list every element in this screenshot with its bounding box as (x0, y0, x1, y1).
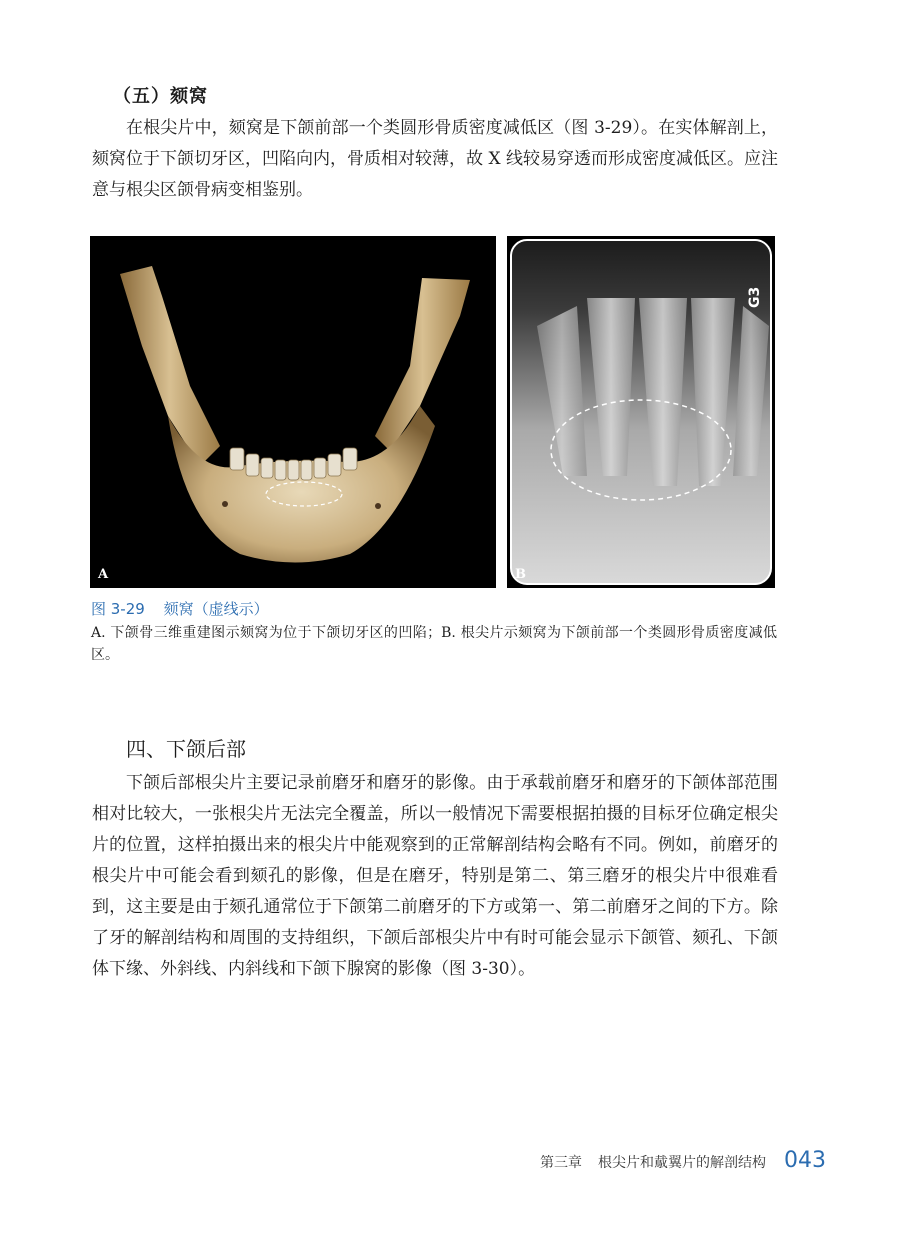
page-footer (540, 1148, 826, 1173)
subsection-heading: 四、下颌后部 (126, 737, 246, 761)
page-number: 043 (784, 1148, 826, 1173)
figure-caption-body: A. 下颌骨三维重建图示颏窝为位于下颌切牙区的凹陷；B. 根尖片示颏窝为下颌前部一个类圆形骨质密度减低区。 (91, 625, 777, 663)
subsection-paragraph: 下颌后部根尖片主要记录前磨牙和磨牙的影像。由于承载前磨牙和磨牙的下颌体部范围相对比较大，一张根尖片无法完全覆盖，所以一般情况下需要根据拍摄的目标牙位确定根尖片的位置，这样拍摄出来的根尖片中能观察到的正常解剖结构会略有不同。例如，前磨牙的根尖片中可能会看到颏孔的影像，但是在磨牙，特别是第二、第三磨牙的根尖片中很难看到，这主要是由于颏孔通常位于下颌第二前磨牙的下方或第一、第二前磨牙之间的下方。除了牙的解剖结构和周围的支持组织，下颌后部根尖片中有时可能会显示下颌管、颏孔、下颌体下缘、外斜线、内斜线和下颌下腺窝的影像（图 3-30）。 (92, 773, 778, 979)
mandible-3d-illustration (90, 236, 496, 588)
section-paragraph: 在根尖片中，颏窝是下颌前部一个类圆形骨质密度减低区（图 3-29）。在实体解剖上，颏窝位于下颌切牙区，凹陷向内，骨质相对较薄，故 X 线较易穿透而形成密度减低区。应注意与根尖区颌骨病变相鉴别。 (92, 118, 778, 200)
panel-b-label: B (515, 567, 526, 582)
panel-a-label: A (98, 567, 109, 582)
figure-panel-a (90, 236, 496, 588)
figure-panel-b (507, 236, 775, 588)
footer-chapter: 第三章 (540, 1155, 582, 1171)
footer-title: 根尖片和䳒翼片的解剖结构 (598, 1155, 766, 1171)
section-heading: （五）颏窝 (113, 86, 208, 107)
figure-number: 图 3-29 (91, 600, 145, 618)
film-marker: G3 (747, 286, 763, 308)
figure-caption-text: 颏窝（虚线示） (163, 600, 269, 618)
figure-caption-title (91, 598, 269, 619)
periapical-radiograph-illustration (507, 236, 775, 588)
